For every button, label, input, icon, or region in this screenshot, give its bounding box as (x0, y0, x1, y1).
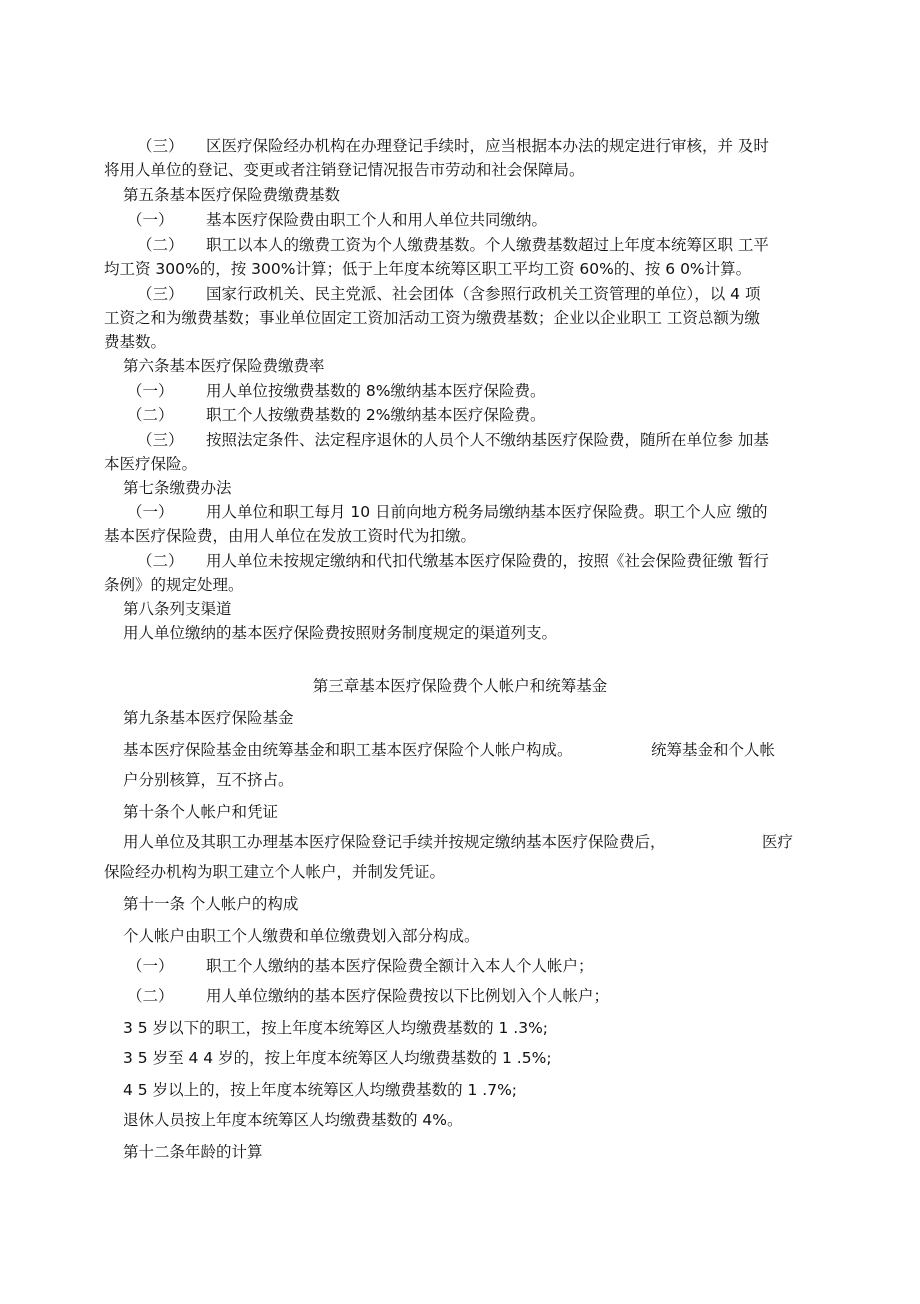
article-5-item-2-continuation: 均工资 300%的，按 300%计算；低于上年度本统筹区职工平均工资 60%的、按 6 0%计算。 (104, 260, 752, 278)
article-6-item-2-label: （二） (127, 406, 174, 424)
clause-3-continuation: 将用人单位的登记、变更或者注销登记情况报告市劳动和社会保障局。 (104, 161, 585, 179)
article-5-item-3-label: （三） (137, 285, 184, 303)
article-9-text-b: 统筹基金和个人帐 (651, 741, 776, 759)
article-10-heading: 第十条个人帐户和凭证 (123, 803, 279, 821)
article-9-heading: 第九条基本医疗保险基金 (123, 709, 294, 727)
article-6-item-3-continuation: 本医疗保险。 (104, 455, 198, 473)
article-11-rate-3: 4 5 岁以上的，按上年度本统筹区人均缴费基数的 1 .7%; (123, 1081, 518, 1099)
article-5-item-2-text: 职工以本人的缴费工资为个人缴费基数。个人缴费基数超过上年度本统筹区职 工平 (206, 236, 769, 254)
article-11-item-2-label: （二） (127, 987, 174, 1005)
article-5-item-2-label: （二） (137, 236, 184, 254)
article-5-heading: 第五条基本医疗保险费缴费基数 (123, 186, 341, 204)
article-10-text-b: 医疗 (762, 833, 794, 851)
article-8-text: 用人单位缴纳的基本医疗保险费按照财务制度规定的渠道列支。 (123, 624, 558, 642)
article-6-item-1-text: 用人单位按缴费基数的 8%缴纳基本医疗保险费。 (206, 382, 546, 400)
article-5-item-3-continuation-2: 费基数。 (104, 333, 167, 351)
article-6-item-3-label: （三） (137, 431, 184, 449)
article-11-item-1-label: （一） (127, 957, 174, 975)
article-11-rate-4: 退休人员按上年度本统筹区人均缴费基数的 4%。 (123, 1111, 463, 1129)
article-5-item-1-label: （一） (127, 211, 174, 229)
clause-label: （三） (137, 137, 184, 155)
article-12-heading: 第十二条年龄的计算 (123, 1143, 263, 1161)
article-7-item-1-continuation: 基本医疗保险费，由用人单位在发放工资时代为扣缴。 (104, 527, 477, 545)
chapter-3-title: 第三章基本医疗保险费个人帐户和统筹基金 (312, 677, 608, 695)
article-9-continuation: 户分别核算，互不挤占。 (123, 771, 294, 789)
article-10-text-a: 用人单位及其职工办理基本医疗保险登记手续并按规定缴纳基本医疗保险费后， (123, 833, 666, 851)
article-6-item-1-label: （一） (127, 382, 174, 400)
article-11-rate-1: 3 5 岁以下的职工，按上年度本统筹区人均缴费基数的 1 .3%; (123, 1019, 549, 1037)
article-11-item-1-text: 职工个人缴纳的基本医疗保险费全额计入本人个人帐户； (206, 957, 594, 975)
article-7-item-1-label: （一） (127, 503, 174, 521)
article-10-continuation: 保险经办机构为职工建立个人帐户，并制发凭证。 (104, 863, 446, 881)
article-11-item-2-text: 用人单位缴纳的基本医疗保险费按以下比例划入个人帐户； (206, 987, 610, 1005)
article-5-item-3-continuation-1: 工资之和为缴费基数；事业单位固定工资加活动工资为缴费基数；企业以企业职工 工资总额为缴 (104, 309, 760, 327)
article-11-text: 个人帐户由职工个人缴费和单位缴费划入部分构成。 (123, 927, 480, 945)
article-5-item-3-text: 国家行政机关、民主党派、社会团体（含参照行政机关工资管理的单位），以 4 项 (206, 285, 761, 303)
article-7-heading: 第七条缴费办法 (123, 479, 232, 497)
article-7-item-2-continuation: 条例》的规定处理。 (104, 576, 244, 594)
article-5-item-1-text: 基本医疗保险费由职工个人和用人单位共同缴纳。 (206, 211, 548, 229)
article-11-heading: 第十一条 个人帐户的构成 (123, 895, 299, 913)
article-9-text-a: 基本医疗保险基金由统筹基金和职工基本医疗保险个人帐户构成。 (123, 741, 573, 759)
clause-3-label (137, 136, 184, 156)
article-6-heading: 第六条基本医疗保险费缴费率 (123, 357, 325, 375)
article-7-item-2-label: （二） (137, 552, 184, 570)
article-8-heading: 第八条列支渠道 (123, 600, 232, 618)
clause-3-text: 区医疗保险经办机构在办理登记手续时，应当根据本办法的规定进行审核，并 及时 (206, 137, 769, 155)
article-7-item-1-text: 用人单位和职工每月 10 日前向地方税务局缴纳基本医疗保险费。职工个人应 缴的 (206, 503, 768, 521)
article-11-rate-2: 3 5 岁至 4 4 岁的，按上年度本统筹区人均缴费基数的 1 .5%; (123, 1049, 552, 1067)
article-6-item-3-text: 按照法定条件、法定程序退休的人员个人不缴纳基医疗保险费，随所在单位参 加基 (206, 431, 769, 449)
article-7-item-2-text: 用人单位未按规定缴纳和代扣代缴基本医疗保险费的，按照《社会保险费征缴 暂行 (206, 552, 769, 570)
article-6-item-2-text: 职工个人按缴费基数的 2%缴纳基本医疗保险费。 (206, 406, 546, 424)
